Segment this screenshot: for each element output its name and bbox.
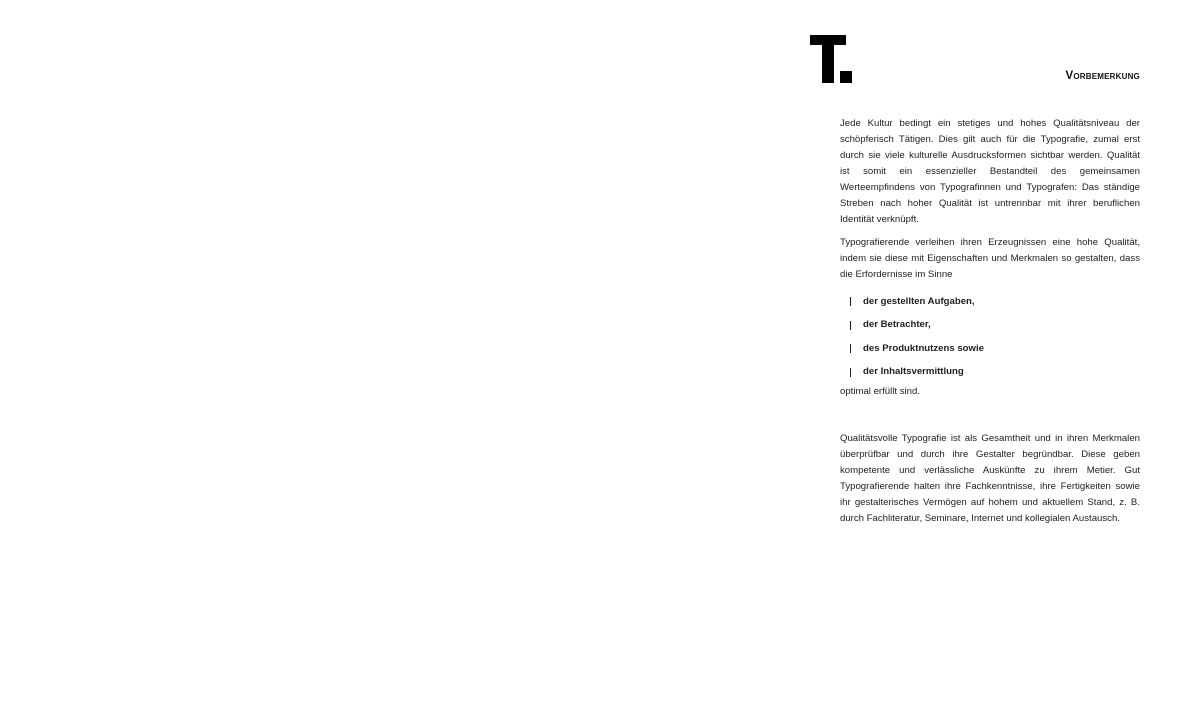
list-bar-marker xyxy=(850,344,851,353)
list-bar-marker xyxy=(850,321,851,330)
list-bar-marker xyxy=(850,297,851,306)
section-heading: Vorbemerkung xyxy=(1065,70,1140,82)
list-item xyxy=(840,337,1140,361)
list-item xyxy=(840,290,1140,314)
list-item xyxy=(840,314,1140,338)
letter-t-logo-icon xyxy=(810,35,852,83)
paragraph-intro: Jede Kultur bedingt ein stetiges und hohes Qualitätsniveau der schöpferisch Tätigen. Dies gilt auch für die Typografie, zumal erst durch sie viele kulturelle Ausdrucksformen sichtbar werden. Qualität ist somit ein essenzieller Bestandteil des gemeinsamen Werteempfindens von Typografinnen und Typografen: Das ständige Streben nach hoher Qualität ist untrennbar mit ihrer beruflichen Identität verknüpft. xyxy=(840,118,1140,225)
list-item-text: des Produktnutzens sowie xyxy=(863,342,985,354)
body-text-column xyxy=(840,116,1140,527)
requirements-list xyxy=(840,290,1140,384)
list-bar-marker xyxy=(850,368,851,377)
paragraph-fulfilled: optimal erfüllt sind. xyxy=(840,386,920,397)
list-item-text: der Betrachter, xyxy=(863,319,931,331)
list-item xyxy=(840,361,1140,385)
paragraph-verifiable: Qualitätsvolle Typografie ist als Gesamtheit und in ihren Merkmalen überprüfbar und durch ihre Gestalter begründbar. Diese geben kompetente und verlässliche Auskünfte zu ihrem Metier. Gut Typografierende halten ihre Fachkenntnisse, ihre Fertigkeiten sowie ihr gestalterisches Vermögen auf hohem und aktuellem Stand, z. B. durch Fachliteratur, Seminare, Internet und kollegialen Austausch. xyxy=(840,433,1140,524)
list-item-text: der Inhaltsvermittlung xyxy=(863,366,964,378)
paragraph-quality: Typografierende verleihen ihren Erzeugnissen eine hohe Qualität, indem sie diese mit Eigenschaften und Merkmalen so gestalten, dass die Erfordernisse im Sinne xyxy=(840,237,1140,280)
list-item-text: der gestellten Aufgaben, xyxy=(863,295,975,307)
